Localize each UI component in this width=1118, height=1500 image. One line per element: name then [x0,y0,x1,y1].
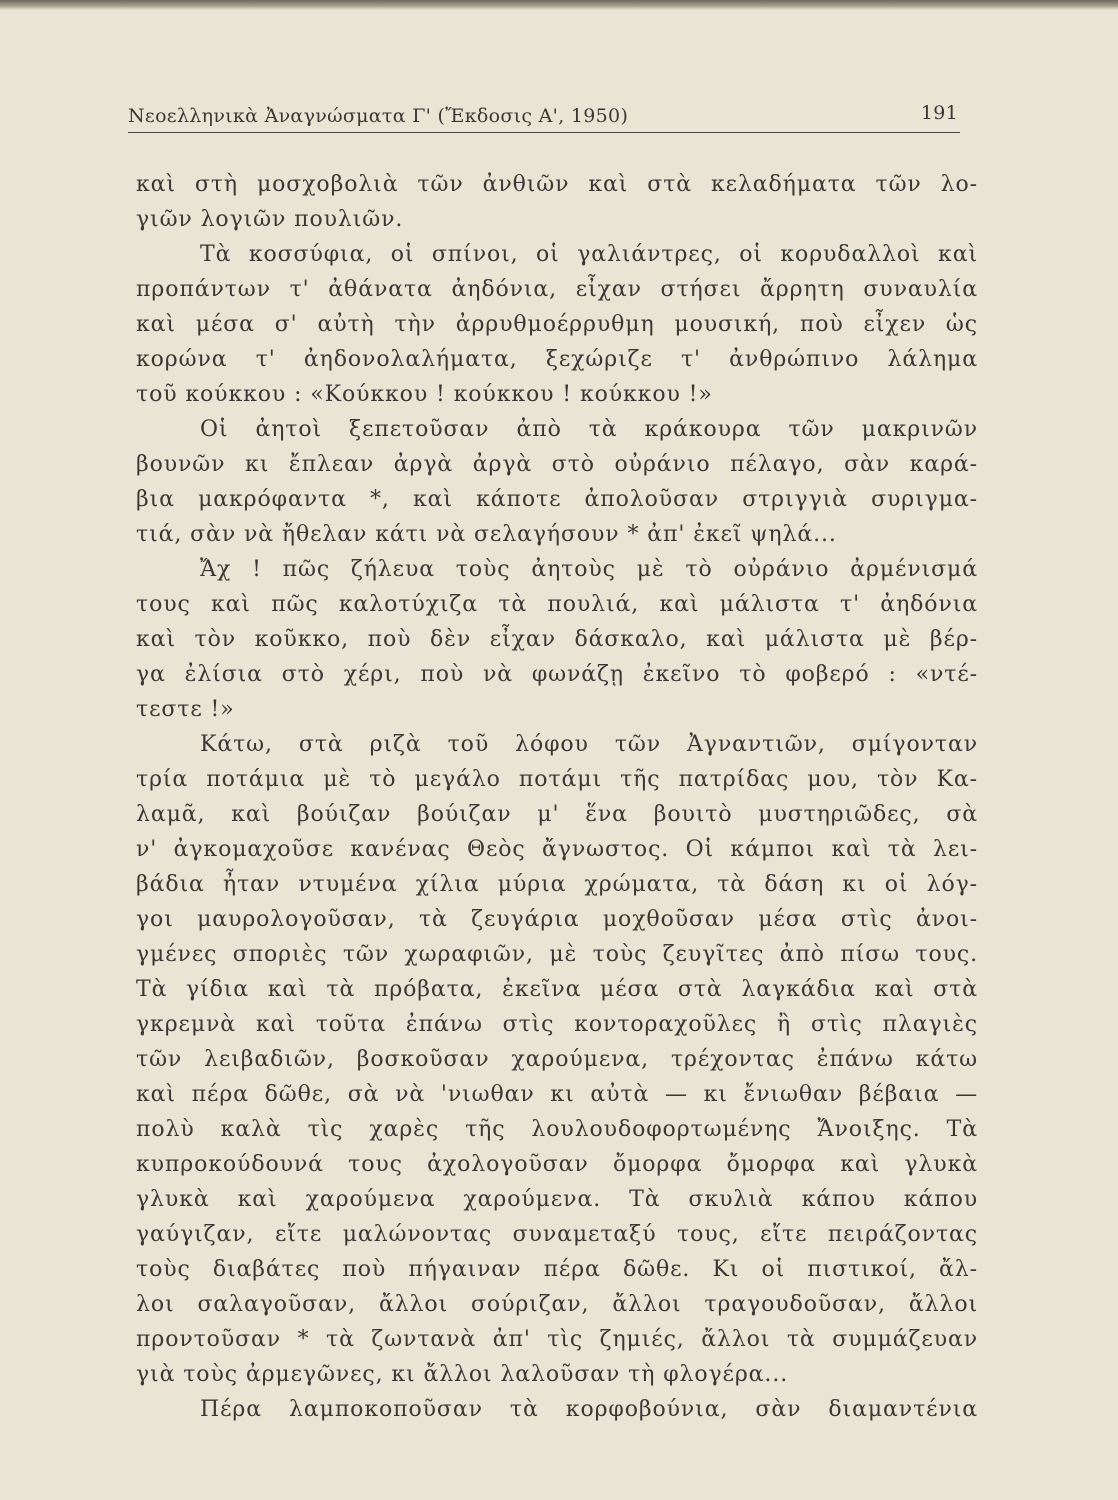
paragraph-first-line: Τὰ κοσσύφια, οἱ σπίνοι, οἱ γαλιάντρες, οἱ κορυδαλλοὶ καὶ [200,242,978,267]
text-line: γιὰ τοὺς ἀρμεγῶνες, κι ἄλλοι λαλοῦσαν τὴ φλογέρα... [136,1362,789,1387]
text-line: τους καὶ πῶς καλοτύχιζα τὰ πουλιά, καὶ μάλιστα τ' ἀηδόνια [136,592,978,617]
text-line: τεστε !» [136,697,235,722]
text-line: γκρεμνὰ καὶ τοῦτα ἐπάνω στὶς κοντοραχοῦλες ἢ στὶς πλαγιὲς [136,1012,978,1037]
text-line: γλυκὰ καὶ χαρούμενα χαρούμενα. Τὰ σκυλιὰ κάπου κάπου [136,1187,978,1212]
text-line: γιῶν λογιῶν πουλιῶν. [136,207,404,232]
text-line: τρία ποτάμια μὲ τὸ μεγάλο ποτάμι τῆς πατρίδας μου, τὸν Κα- [136,767,978,792]
text-line: προπάντων τ' ἀθάνατα ἀηδόνια, εἶχαν στήσει ἄρρητη συναυλία [136,277,978,302]
text-line: γοι μαυρολογοῦσαν, τὰ ζευγάρια μοχθοῦσαν μέσα στὶς ἀνοι- [136,907,978,932]
text-line: καὶ πέρα δῶθε, σὰ νὰ 'νιωθαν κι αὐτὰ — κι ἔνιωθαν βέβαια — [136,1082,978,1107]
text-line: γα ἐλίσια στὸ χέρι, ποὺ νὰ φωνάζῃ ἐκεῖνο τὸ φοβερό : «ντέ- [136,662,978,687]
text-line: κυπροκούδουνά τους ἀχολογοῦσαν ὄμορφα ὄμορφα καὶ γλυκὰ [136,1152,978,1177]
text-line: καὶ μέσα σ' αὐτὴ τὴν ἀρρυθμοέρρυθμη μουσική, ποὺ εἶχεν ὡς [136,312,978,337]
text-line: πολὺ καλὰ τὶς χαρὲς τῆς λουλουδοφορτωμένης Ἄνοιξης. Τὰ [136,1117,978,1142]
text-line: καὶ στὴ μοσχοβολιὰ τῶν ἀνθιῶν καὶ στὰ κελαδήματα τῶν λο- [136,172,978,197]
text-line: γαύγιζαν, εἴτε μαλώνοντας συναμεταξύ τους, εἴτε πειράζοντας [136,1222,978,1247]
paragraph-first-line: Οἱ ἀητοὶ ξεπετοῦσαν ἀπὸ τὰ κράκουρα τῶν μακρινῶν [200,417,978,442]
text-line: λοι σαλαγοῦσαν, ἄλλοι σούριζαν, ἄλλοι τραγουδοῦσαν, ἄλλοι [136,1292,978,1317]
text-line: βια μακρόφαντα *, καὶ κάποτε ἀπολοῦσαν στριγγιὰ συριγμα- [136,487,978,512]
paragraph-first-line: Ἄχ ! πῶς ζήλευα τοὺς ἀητοὺς μὲ τὸ οὐράνιο ἀρμένισμά [200,557,978,582]
text-line: τοὺς διαβάτες ποὺ πήγαιναν πέρα δῶθε. Κι οἱ πιστικοί, ἄλ- [136,1257,978,1282]
text-line: λαμᾶ, καὶ βούιζαν βούιζαν μ' ἕνα βουιτὸ μυστηριῶδες, σὰ [136,802,978,827]
text-line: καὶ τὸν κοῦκκο, ποὺ δὲν εἶχαν δάσκαλο, καὶ μάλιστα μὲ βέρ- [136,627,978,652]
page-number: 191 [920,102,958,124]
header-title: Νεοελληνικὰ Ἀναγνώσματα Γ' (Ἔκδοσις Α', 1950) [128,105,629,127]
text-line: ν' ἀγκομαχοῦσε κανένας Θεὸς ἄγνωστος. Οἱ κάμποι καὶ τὰ λει- [136,837,978,862]
text-line: Τὰ γίδια καὶ τὰ πρόβατα, ἐκεῖνα μέσα στὰ λαγκάδια καὶ στὰ [136,977,978,1002]
text-line: τιά, σὰν νὰ ἤθελαν κάτι νὰ σελαγήσουν * ἀπ' ἐκεῖ ψηλά... [136,522,837,547]
paragraph-first-line: Κάτω, στὰ ριζὰ τοῦ λόφου τῶν Ἀγναντιῶν, σμίγονταν [200,732,978,757]
text-line: τοῦ κούκκου : «Κούκκου ! κούκκου ! κούκκου !» [136,382,713,407]
text-line: τῶν λειβαδιῶν, βοσκοῦσαν χαρούμενα, τρέχοντας ἐπάνω κάτω [136,1047,978,1072]
text-line: γμένες σποριὲς τῶν χωραφιῶν, μὲ τοὺς ζευγῖτες ἀπὸ πίσω τους. [136,942,978,967]
text-line: κορώνα τ' ἀηδονολαλήματα, ξεχώριζε τ' ἀνθρώπινο λάλημα [136,347,978,372]
text-line: βάδια ἦταν ντυμένα χίλια μύρια χρώματα, τὰ δάση κι οἱ λόγ- [136,872,978,897]
paragraph-first-line: Πέρα λαμποκοποῦσαν τὰ κορφοβούνια, σὰν διαμαντένια [200,1397,978,1422]
text-line: προντοῦσαν * τὰ ζωντανὰ ἀπ' τὶς ζημιές, ἄλλοι τὰ συμμάζευαν [136,1327,978,1352]
text-line: βουνῶν κι ἔπλεαν ἀργὰ ἀργὰ στὸ οὐράνιο πέλαγο, σὰν καρά- [136,452,978,477]
